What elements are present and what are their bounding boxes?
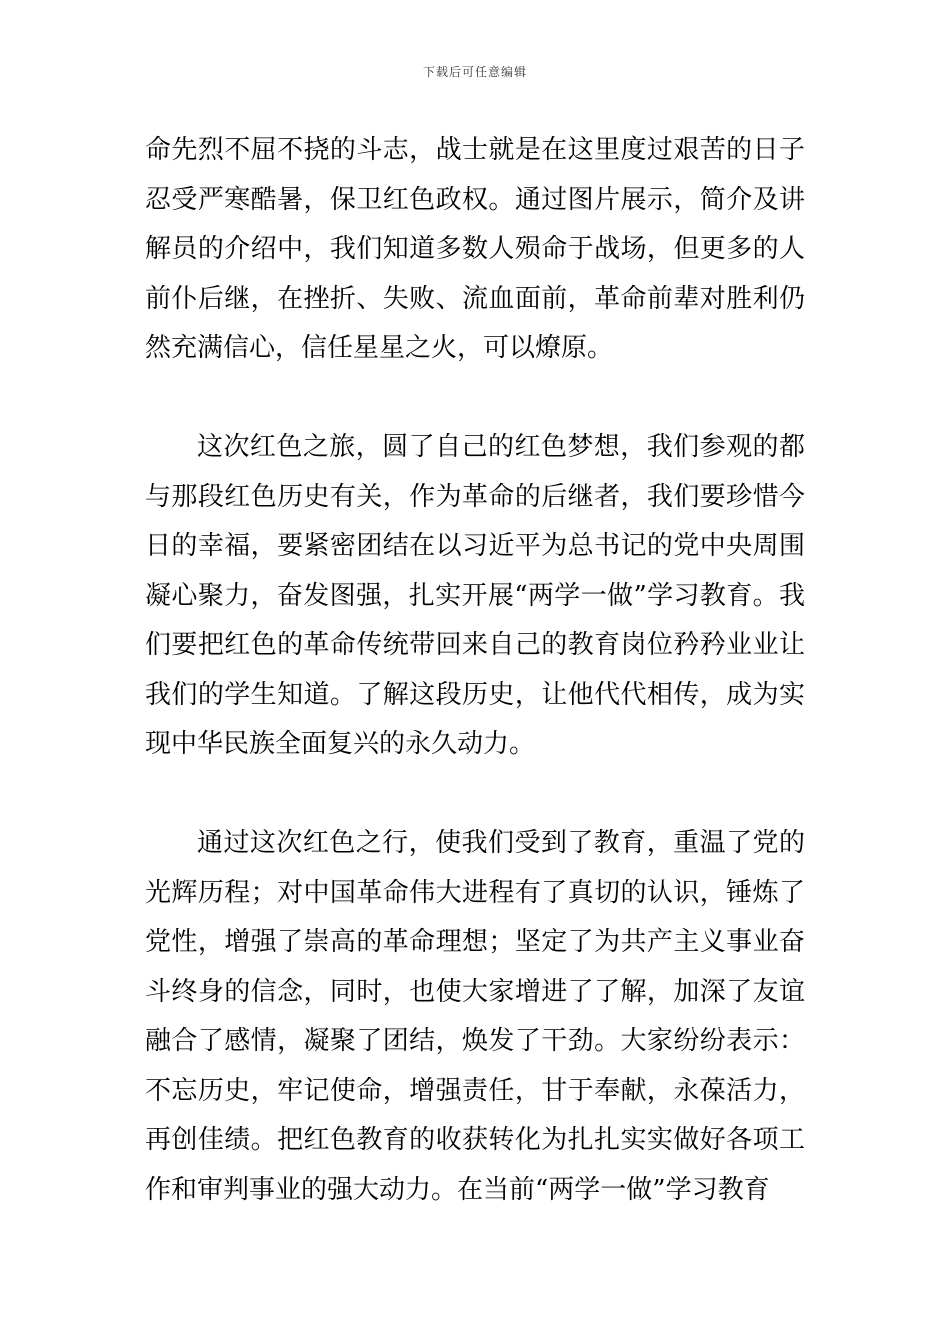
- paragraph-red-trip-education: 通过这次红色之行，使我们受到了教育，重温了党的光辉历程；对中国革命伟大进程有了真切的认识，锤炼了党性，增强了崇高的革命理想；坚定了为共产主义事业奋斗终身的信念，同时，也使大家增进了了解，加深了友谊融合了感情，凝聚了团结，焕发了干劲。大家纷纷表示：不忘历史，牢记使命，增强责任，甘于奉献，永葆活力，再创佳绩。把红色教育的收获转化为扎扎实实做好各项工作和审判事业的强大动力。在当前“两学一做”学习教育: [145, 828, 805, 1205]
- paragraph-gap: [145, 374, 805, 424]
- document-body: [145, 126, 805, 1215]
- paragraph-gap: [145, 770, 805, 820]
- paragraph-continued: 命先烈不屈不挠的斗志，战士就是在这里度过艰苦的日子忍受严寒酷暑，保卫红色政权。通过图片展示，简介及讲解员的介绍中，我们知道多数人殒命于战场，但更多的人前仆后继，在挫折、失败、流血面前，革命前辈对胜利仍然充满信心，信任星星之火，可以燎原。: [145, 135, 805, 363]
- paragraph-red-tour: 这次红色之旅，圆了自己的红色梦想，我们参观的都与那段红色历史有关，作为革命的后继者，我们要珍惜今日的幸福，要紧密团结在以习近平为总书记的党中央周围凝心聚力，奋发图强，扎实开展“两学一做”学习教育。我们要把红色的革命传统带回来自己的教育岗位矜矜业业让我们的学生知道。了解这段历史，让他代代相传，成为实现中华民族全面复兴的永久动力。: [145, 432, 805, 759]
- header-note: 下载后可任意编辑: [422, 65, 527, 79]
